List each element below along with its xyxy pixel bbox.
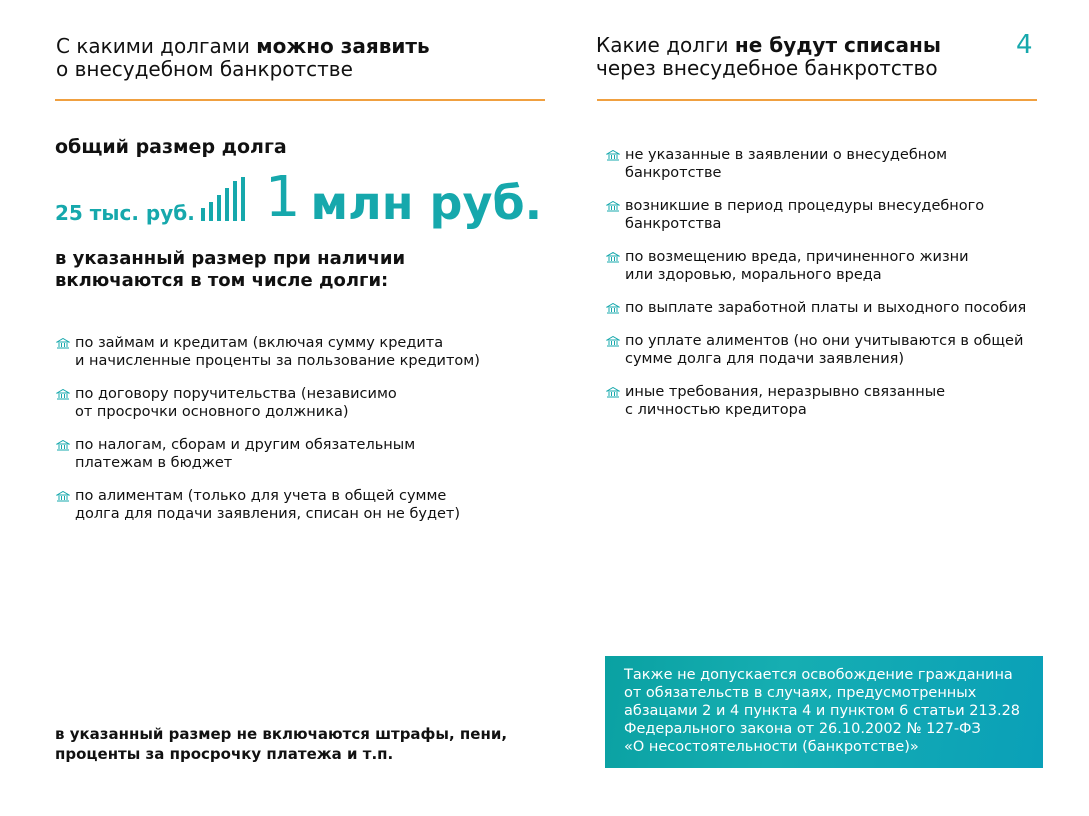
debt-range [55, 165, 543, 230]
list-item [56, 436, 536, 472]
list-item-line1: по возмещению вреда, причиненного жизни [625, 249, 969, 265]
bank-building-icon [606, 201, 620, 212]
bank-building-icon [56, 389, 70, 400]
footnote-line2: проценты за просрочку платежа и т.п. [55, 745, 394, 763]
list-item-line1: по уплате алиментов (но они учитываются в общей [625, 333, 1024, 349]
left-heading-prefix: С какими долгами [56, 34, 257, 58]
bank-building-icon [606, 387, 620, 398]
debt-range-max-number: 1 [264, 165, 301, 230]
list-item-line1: по налогам, сборам и другим обязательным [75, 437, 416, 453]
list-item-line2: платежам в бюджет [75, 455, 233, 471]
note-line: Также не допускается освобождение гражданина [624, 667, 1013, 683]
list-item-line2: с личностью кредитора [625, 402, 807, 418]
includes-text [55, 248, 405, 292]
bank-building-icon [56, 338, 70, 349]
list-item [56, 334, 536, 370]
list-item [606, 332, 1046, 368]
bank-building-icon [606, 336, 620, 347]
signal-bars-icon [201, 177, 245, 221]
non-dischargeable-debts-list [606, 146, 1046, 434]
list-item [606, 299, 1046, 317]
right-divider [597, 99, 1037, 101]
list-item-line2: банкротстве [625, 165, 722, 181]
list-item-line1: по займам и кредитам (включая сумму кредита [75, 335, 444, 351]
list-item-line2: и начисленные проценты за пользование кредитом) [75, 353, 480, 369]
right-heading [596, 34, 941, 80]
list-item [606, 248, 1046, 284]
list-item-line2: от просрочки основного должника) [75, 404, 349, 420]
includes-text-line2: включаются в том числе долги: [55, 270, 389, 291]
list-item [606, 383, 1046, 419]
list-item-line1: возникшие в период процедуры внесудебного [625, 198, 985, 214]
list-item [56, 385, 536, 421]
list-item-line2: долга для подачи заявления, списан он не будет) [75, 506, 461, 522]
left-heading-line2: о внесудебном банкротстве [56, 57, 353, 81]
includes-text-line1: в указанный размер при наличии [55, 248, 406, 269]
included-debts-list [56, 334, 536, 538]
list-item-line2: банкротства [625, 216, 722, 232]
list-item [56, 487, 536, 523]
list-item-line1: по договору поручительства (независимо [75, 386, 397, 402]
right-heading-prefix: Какие долги [596, 33, 735, 57]
bank-building-icon [56, 440, 70, 451]
note-line: абзацами 2 и 4 пункта 4 и пунктом 6 статьи 213.28 [624, 703, 1021, 719]
left-divider [55, 99, 545, 101]
left-heading [56, 35, 430, 81]
bank-building-icon [56, 491, 70, 502]
debt-range-min: 25 тыс. руб. [55, 201, 195, 225]
bank-building-icon [606, 303, 620, 314]
legal-note-box [605, 656, 1043, 768]
right-heading-line2: через внесудебное банкротство [596, 56, 938, 80]
note-line: «О несостоятельности (банкротстве)» [624, 739, 919, 755]
right-heading-bold: не будут списаны [734, 33, 941, 57]
list-item [606, 197, 1046, 233]
footnote-line1: в указанный размер не включаются штрафы, пени, [55, 725, 508, 743]
page-number: 4 [1016, 30, 1033, 60]
bank-building-icon [606, 252, 620, 263]
debt-range-max-unit: млн руб. [310, 176, 543, 230]
list-item-line1: не указанные в заявлении о внесудебном [625, 147, 948, 163]
footnote [55, 724, 507, 764]
list-item-line1: иные требования, неразрывно связанные [625, 384, 946, 400]
note-line: от обязательств в случаях, предусмотренных [624, 685, 977, 701]
debt-size-subheading: общий размер долга [55, 136, 287, 158]
left-heading-bold: можно заявить [256, 34, 430, 58]
list-item [606, 146, 1046, 182]
list-item-line1: по алиментам (только для учета в общей сумме [75, 488, 447, 504]
note-line: Федерального закона от 26.10.2002 № 127-ФЗ [624, 721, 981, 737]
list-item-line1: по выплате заработной платы и выходного пособия [625, 300, 1027, 316]
bank-building-icon [606, 150, 620, 161]
list-item-line2: сумме долга для подачи заявления) [625, 351, 905, 367]
list-item-line2: или здоровью, морального вреда [625, 267, 882, 283]
